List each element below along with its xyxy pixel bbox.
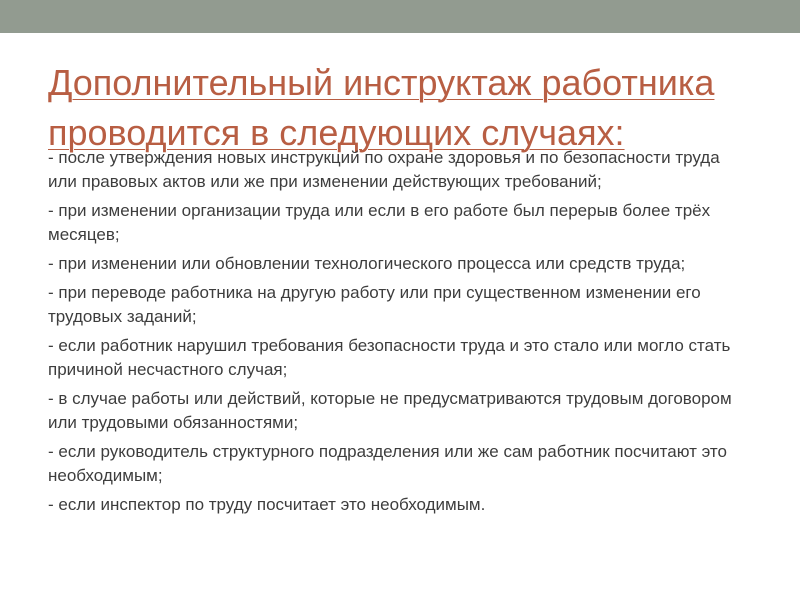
list-item: - при изменении организации труда или если в его работе был перерыв более трёх месяцев; bbox=[48, 201, 711, 244]
list-item: - в случае работы или действий, которые не предусматриваются трудовым договором или трудовыми обязанностями; bbox=[48, 389, 732, 432]
top-banner bbox=[0, 0, 800, 33]
bullet-list bbox=[48, 146, 748, 522]
list-item: - если работник нарушил требования безопасности труда и это стало или могло стать причиной несчастного случая; bbox=[48, 336, 731, 379]
slide-title: Дополнительный инструктаж работника проводится в следующих случаях: bbox=[48, 62, 715, 153]
list-item: - если инспектор по труду посчитает это необходимым. bbox=[48, 495, 486, 514]
list-item: - при изменении или обновлении технологического процесса или средств труда; bbox=[48, 254, 686, 273]
list-item: - после утверждения новых инструкций по охране здоровья и по безопасности труда или правовых актов или же при изменении действующих требований; bbox=[48, 148, 720, 191]
list-item: - при переводе работника на другую работу или при существенном изменении его трудовых заданий; bbox=[48, 283, 701, 326]
list-item: - если руководитель структурного подразделения или же сам работник посчитают это необходимым; bbox=[48, 442, 727, 485]
